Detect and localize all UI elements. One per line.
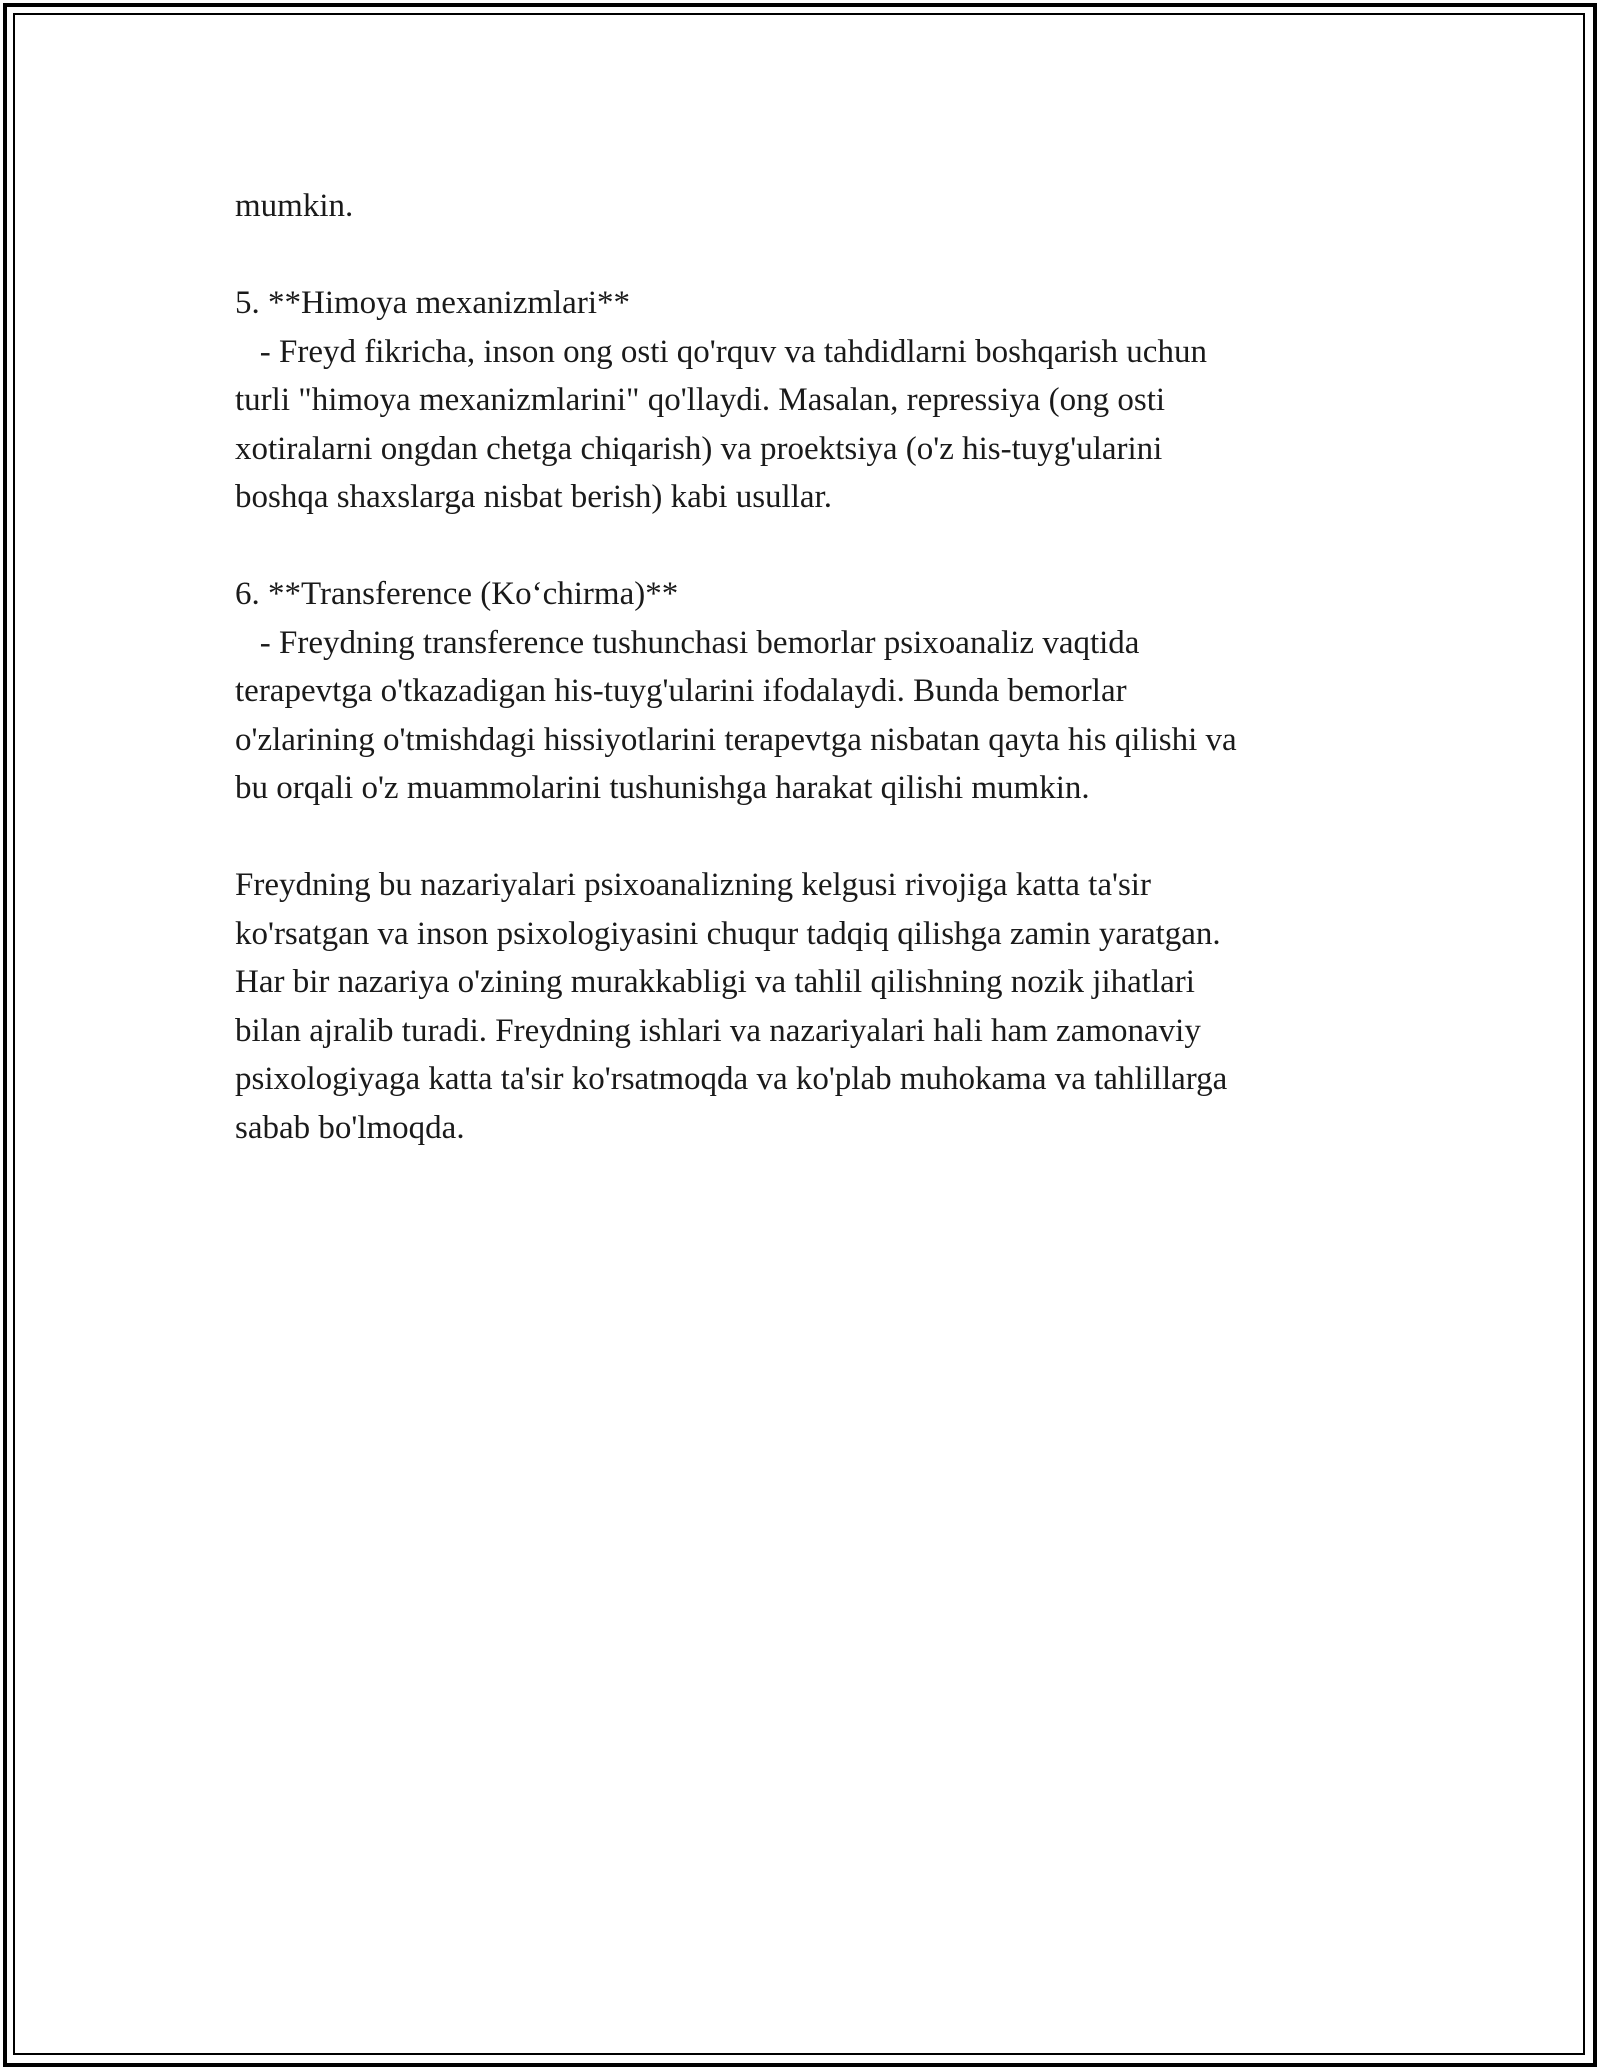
text-line: Har bir nazariya o'zining murakkabligi va tahlil qilishning nozik jihatlari [235, 964, 1195, 1000]
blank-line [235, 813, 1365, 862]
section-heading: 6. **Transference (Ko‘chirma)** [235, 576, 679, 612]
text-line: Freydning bu nazariyalari psixoanalizning kelgusi rivojiga katta ta'sir [235, 867, 1151, 903]
text-line: sabab bo'lmoqda. [235, 1109, 465, 1146]
text-line: psixologiyaga katta ta'sir ko'rsatmoqda va ko'plab muhokama va tahlillarga [235, 1061, 1228, 1097]
text-line: ko'rsatgan va inson psixologiyasini chuqur tadqiq qilishga zamin yaratgan. [235, 915, 1221, 952]
blank-line [235, 231, 1365, 280]
text-line: mumkin. [235, 188, 354, 224]
text-line: terapevtga o'tkazadigan his-tuyg'ularini ifodalaydi. Bunda bemorlar [235, 673, 1127, 709]
text-line: turli "himoya mexanizmlarini" qo'llaydi. Masalan, repressiya (ong osti [235, 382, 1166, 418]
text-line: boshqa shaxslarga nisbat berish) kabi usullar. [235, 479, 832, 515]
text-line: - Freyd fikricha, inson ong osti qo'rquv va tahdidlarni boshqarish uchun [235, 333, 1207, 370]
text-line: bilan ajralib turadi. Freydning ishlari va nazariyalari hali ham zamonaviy [235, 1012, 1201, 1049]
text-line: o'zlarining o'tmishdagi hissiyotlarini terapevtga nisbatan qayta his qilishi va [235, 721, 1237, 758]
text-line: - Freydning transference tushunchasi bemorlar psixoanaliz vaqtida [235, 624, 1140, 661]
text-line: xotiralarni ongdan chetga chiqarish) va proektsiya (o'z his-tuyg'ularini [235, 430, 1163, 467]
text-line: bu orqali o'z muammolarini tushunishga harakat qilishi mumkin. [235, 770, 1090, 806]
section-heading: 5. **Himoya mexanizmlari** [235, 285, 630, 321]
blank-line [235, 522, 1365, 571]
document-body [235, 182, 1365, 1152]
